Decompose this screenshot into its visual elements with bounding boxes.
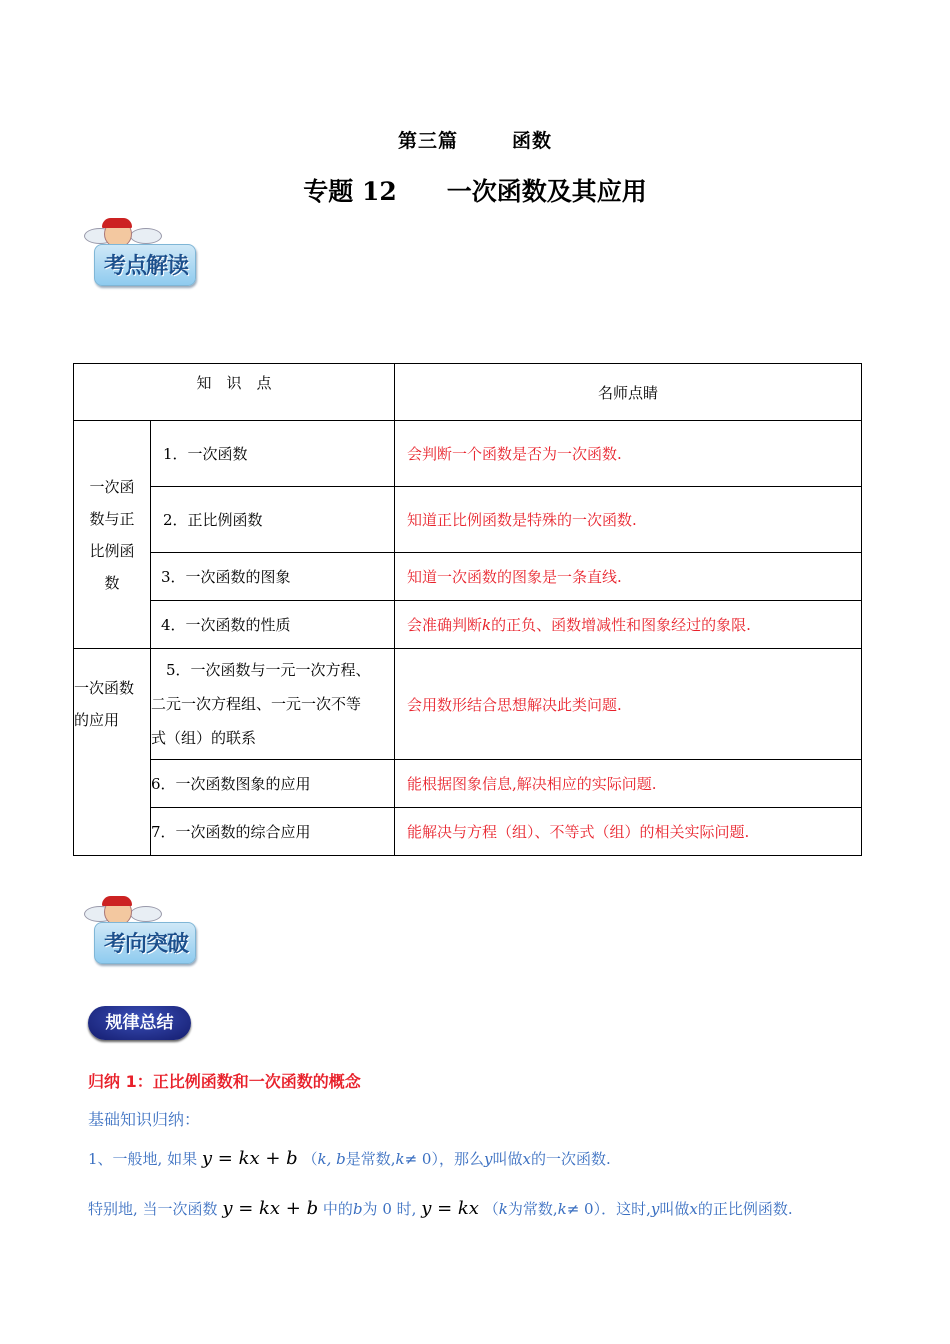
part-subject: 函数 [512,130,553,152]
equation-linear: y = kx + b [201,1148,298,1169]
table-row [74,601,862,649]
topic-number: 专题 12 [303,177,397,206]
banner-kaoxiang [76,898,196,968]
knowledge-item: 7．一次函数的综合应用 [151,808,395,856]
table-row [74,808,862,856]
tip-text: 能根据图象信息,解决相应的实际问题. [395,760,862,808]
tip-text: 知道一次函数的图象是一条直线. [395,553,862,601]
table-row [74,487,862,553]
knowledge-item: 6．一次函数图象的应用 [151,760,395,808]
definition-linear: 1、一般地, 如果 y = kx + b （k, b是常数,k≠ 0），那么y叫做x的一次函数. [88,1148,611,1169]
header-tips: 名师点睛 [395,364,862,421]
equation-proportional: y = kx [421,1198,479,1219]
tip-text: 知道正比例函数是特殊的一次函数. [395,487,862,553]
knowledge-table [73,363,862,856]
banner-wing-right [130,906,162,922]
tip-text: 会准确判断k的正负、函数增减性和图象经过的象限. [395,601,862,649]
summary-pill: 规律总结 [88,1006,191,1040]
part-label: 第三篇 [397,130,458,152]
tip-text: 会用数形结合思想解决此类问题. [395,649,862,760]
table-header-row [74,364,862,421]
definition-proportional: 特别地, 当一次函数 y = kx + b 中的b为 0 时, y = kx （k为常数,k≠ 0）．这时,y叫做x的正比例函数. [88,1198,793,1219]
table-row [74,553,862,601]
mascot-headband-icon [102,896,132,906]
banner-label: 考点解读 [103,253,188,279]
table-row [74,649,862,760]
basic-knowledge-heading: 基础知识归纳： [88,1110,201,1129]
tip-text: 能解决与方程（组）、不等式（组）的相关实际问题. [395,808,862,856]
part-title [0,126,950,153]
table-row [74,421,862,487]
topic-title [0,172,950,208]
category-linear-application: 一次函数 的应用 [74,649,151,856]
equation-linear: y = kx + b [222,1198,319,1219]
tip-text: 会判断一个函数是否为一次函数. [395,421,862,487]
category-linear-function: 一次函 数与正 比例函 数 [74,421,151,649]
induction-heading: 归纳 1：正比例函数和一次函数的概念 [88,1072,361,1091]
mascot-headband-icon [102,218,132,228]
banner-label: 考向突破 [103,931,188,957]
knowledge-item: 5．一次函数与一元一次方程、 二元一次方程组、一元一次不等 式（组）的联系 [151,649,395,760]
banner-kaodian [76,220,196,290]
header-knowledge: 知 识 点 [74,364,395,421]
knowledge-item: 3．一次函数的图象 [151,553,395,601]
topic-name: 一次函数及其应用 [446,177,647,206]
knowledge-item: 4．一次函数的性质 [151,601,395,649]
knowledge-item: 2．正比例函数 [151,487,395,553]
banner-wing-right [130,228,162,244]
table-row [74,760,862,808]
knowledge-item: 1．一次函数 [151,421,395,487]
